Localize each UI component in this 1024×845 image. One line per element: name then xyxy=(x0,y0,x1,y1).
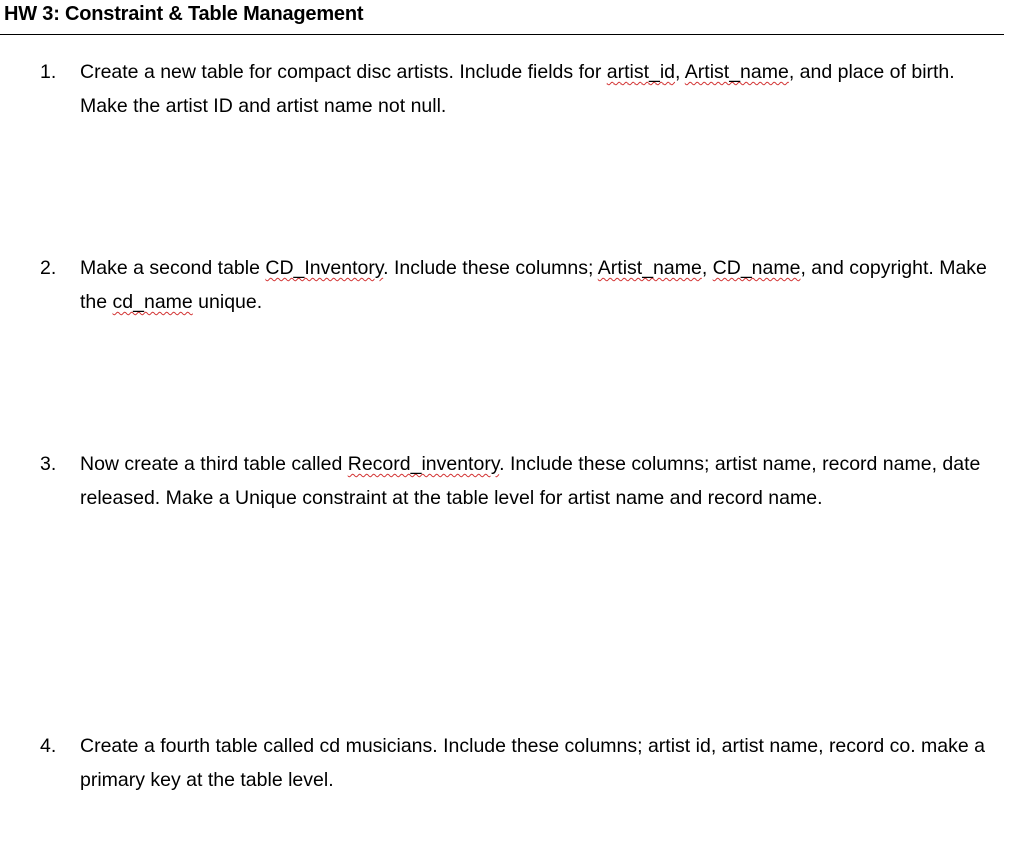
text-segment: Make a second table xyxy=(80,257,266,279)
question-number: 1. xyxy=(40,61,57,83)
question-text xyxy=(80,251,990,319)
question-text xyxy=(80,729,990,797)
text-segment: . Include these columns; xyxy=(383,257,598,279)
question-text xyxy=(80,55,990,123)
question-1 xyxy=(40,55,990,123)
text-segment: , and place of birth. Make the artist ID and artist name not null. xyxy=(80,61,955,117)
question-3 xyxy=(40,447,990,515)
text-segment: Create a new table for compact disc artists. Include fields for xyxy=(80,61,607,83)
spellcheck-word-record-inventory: Record_inventory xyxy=(347,453,500,475)
text-segment: , xyxy=(675,61,685,83)
text-segment: Now create a third table called xyxy=(80,453,348,475)
spellcheck-word-cd-inventory: CD_Inventory xyxy=(265,257,384,279)
question-2 xyxy=(40,251,990,319)
text-segment: . Include these columns; artist name, record name, date released. Make a Unique constraint at the table level for artist name and record name. xyxy=(80,453,981,509)
question-text xyxy=(80,447,990,515)
question-number: 4. xyxy=(40,735,57,757)
text-segment: , xyxy=(701,257,713,279)
question-4 xyxy=(40,729,990,797)
question-number: 2. xyxy=(40,257,57,279)
spellcheck-word-artist-name: Artist_name xyxy=(684,61,789,83)
spellcheck-word-artist-id: artist_id xyxy=(606,61,676,83)
spellcheck-word-cd-name: CD_name xyxy=(712,257,801,279)
text-segment: Create a fourth table called cd musicians. Include these columns; artist id, artist name, record co. make a primary key at the table level. xyxy=(80,735,986,791)
spellcheck-word-cd-name-lower: cd_name xyxy=(112,291,193,313)
question-number: 3. xyxy=(40,453,57,475)
title-divider xyxy=(0,34,1004,35)
spellcheck-word-artist-name: Artist_name xyxy=(597,257,702,279)
text-segment: unique. xyxy=(192,291,263,313)
text-segment: , and copyright. Make the xyxy=(80,257,987,313)
document-title: HW 3: Constraint & Table Management xyxy=(4,3,364,25)
